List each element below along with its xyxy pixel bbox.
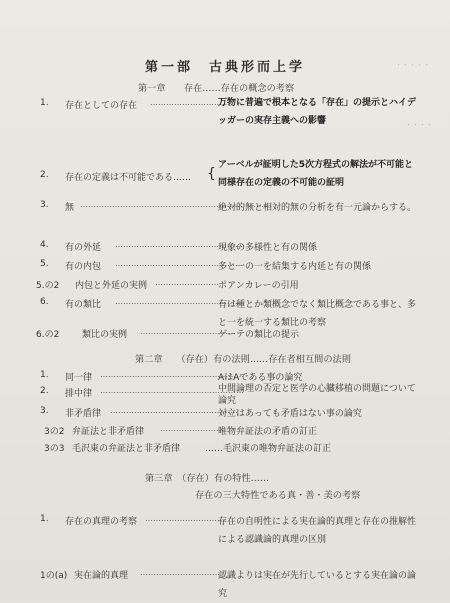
leader-dots: ……………………………………………… bbox=[100, 386, 244, 395]
entry-description: 唯物弁証法の矛盾の訂正 bbox=[218, 427, 318, 437]
toc-entry bbox=[0, 297, 450, 328]
entry-label: 非矛盾律 bbox=[65, 409, 102, 419]
toc-entry bbox=[0, 384, 450, 406]
entry-number: 2. bbox=[40, 386, 49, 396]
part-title: 第一部 古典形而上学 bbox=[144, 60, 305, 75]
entry-description: 絶対的無と相対的無の分析を有一元論からする。 bbox=[218, 203, 417, 213]
entry-number: 3の2 bbox=[44, 427, 65, 437]
toc-entry bbox=[0, 327, 450, 343]
leader-dots: ………………………… bbox=[150, 98, 230, 107]
entry-number: 2. bbox=[40, 170, 49, 180]
entry-label: 存在の定義は不可能である…… bbox=[65, 173, 192, 183]
entry-description: 存在の自明性による実在論的真理と存在の推解性による認識論的真理の区別 bbox=[218, 517, 417, 545]
toc-entry bbox=[0, 568, 450, 599]
entry-number: 1の(a) bbox=[40, 571, 68, 581]
toc-entry bbox=[0, 98, 450, 126]
entry-number: 4. bbox=[40, 240, 49, 250]
entry-description: 万物に普遍で根本となる「存在」の提示とハイデッガーの実存主義への影響 bbox=[218, 98, 417, 126]
brace-mark: { bbox=[207, 166, 216, 182]
entry-label: 弁証法と非矛盾律 bbox=[72, 427, 145, 437]
leader-dots: ………………………… bbox=[145, 514, 225, 523]
toc-entry bbox=[0, 278, 450, 294]
entry-description: 多と一の一を結集する内延と有の関係 bbox=[218, 262, 372, 272]
leader-dots: ………………………… bbox=[140, 568, 220, 577]
leader-dots: ……………………………………………… bbox=[100, 370, 244, 379]
entry-number: 1. bbox=[40, 98, 49, 108]
chapter-2-title: 第二章 （存在）有の法則……存在者相互間の法則 bbox=[135, 354, 351, 365]
entry-label: 存在としての存在 bbox=[65, 101, 138, 111]
entry-number: 1. bbox=[40, 514, 49, 524]
toc-entry bbox=[0, 160, 450, 188]
leader-dots: ………………………………………… bbox=[115, 259, 243, 268]
entry-label: 有の内包 bbox=[65, 262, 102, 272]
entry-label: 無 bbox=[65, 203, 75, 213]
leader-dots: ……………………………… bbox=[140, 327, 236, 336]
entry-number: 3. bbox=[40, 200, 49, 210]
leader-dots: ………………………………………… bbox=[115, 240, 243, 249]
entry-label: 排中律 bbox=[65, 389, 93, 399]
entry-number: 5. bbox=[40, 259, 49, 269]
toc-entry bbox=[0, 259, 450, 275]
leader-dots: ………………………………………… bbox=[110, 406, 238, 415]
entry-description: 中間論理の否定と医学の心臓移植の問題について論究 bbox=[218, 384, 416, 406]
entry-description: ゲーテの類比の提示 bbox=[218, 330, 300, 340]
entry-label: 有の外延 bbox=[65, 243, 102, 253]
toc-entry bbox=[0, 240, 450, 256]
leader-dots: ………………………………………… bbox=[115, 297, 243, 306]
entry-description: 対立はあっても矛盾はない事の論究 bbox=[218, 409, 362, 419]
entry-description: ポアンカレーの引用 bbox=[218, 281, 299, 291]
toc-entry bbox=[0, 200, 450, 216]
chapter-1-title: 第一章 存在……存在の概念の考察 bbox=[138, 83, 295, 94]
bleed-through-text: ・・・・・ bbox=[395, 61, 430, 69]
entry-label: 毛沢東の弁証法と非矛盾律 bbox=[72, 444, 181, 454]
toc-entry bbox=[0, 441, 450, 457]
entry-number: 1. bbox=[40, 370, 49, 380]
entry-number: 6. bbox=[40, 297, 49, 307]
entry-number: 6.の2 bbox=[36, 330, 60, 340]
toc-entry bbox=[0, 406, 450, 422]
leader-dots: ……………………………………………………………… bbox=[80, 200, 272, 209]
entry-number: 3の3 bbox=[44, 444, 65, 454]
entry-description: AはAである事の論究 bbox=[218, 373, 303, 383]
entry-description: 有は種とか類概念でなく類比概念である事と、多と一を統一する類比の考察 bbox=[218, 300, 417, 328]
chapter-3-title: 第三章 （存在）有の特性…… bbox=[145, 473, 270, 484]
chapter-3-subtitle: 存在の三大特性である真・善・美の考察 bbox=[195, 490, 361, 501]
leader-dots: …………………… bbox=[155, 278, 219, 287]
entry-label: 存在の真理の考察 bbox=[65, 517, 138, 527]
toc-entry bbox=[0, 514, 450, 545]
toc-entry bbox=[0, 424, 450, 440]
entry-number: 5.の2 bbox=[36, 281, 60, 291]
entry-label: 有の類比 bbox=[65, 300, 102, 310]
bleed-through-text: ・・・・ bbox=[405, 121, 433, 129]
entry-label: 内包と外延の実例 bbox=[75, 281, 148, 291]
entry-label: 同一律 bbox=[65, 373, 93, 383]
entry-number: 3. bbox=[40, 406, 49, 416]
entry-label: 実在論的真理 bbox=[74, 571, 129, 581]
entry-description: ……毛沢東の唯物弁証法の訂正 bbox=[205, 444, 332, 454]
entry-label: 類比の実例 bbox=[82, 330, 128, 340]
entry-description: 現象の多様性と有の関係 bbox=[218, 243, 318, 253]
entry-description: 認識よりは実在が先行しているとする実在論の論究 bbox=[218, 571, 417, 599]
entry-description: アーベルが証明した5次方程式の解法が不可能と同様存在の定義の不可能の証明 bbox=[218, 160, 413, 188]
leader-dots: …………………… bbox=[160, 424, 224, 433]
